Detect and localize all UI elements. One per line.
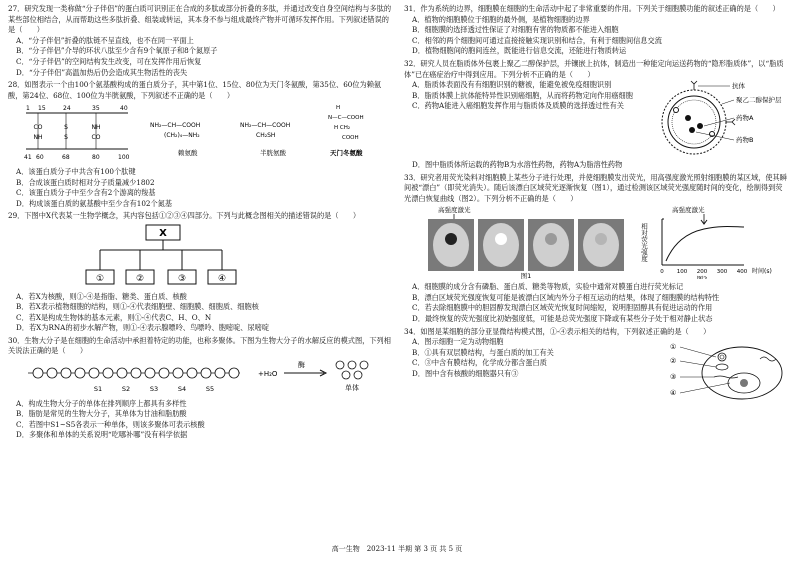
concept-child-2: ②: [135, 273, 145, 284]
aspartate-structure: [328, 105, 364, 157]
q30-stem: 30．生物大分子是在细胞的生命活动中承担着特定的功能，也称多聚体。下图为生物大分子的水解反应的模式图，下列相关说法正确的是（ ）: [8, 335, 391, 356]
svg-text:NH₂—CH—COOH: NH₂—CH—COOH: [240, 122, 291, 130]
chain-bottom-2: 60: [36, 154, 44, 162]
chain-bottom-3: 68: [62, 154, 70, 162]
liposome: [662, 81, 735, 154]
polymer-label-s2: S2: [121, 385, 131, 394]
q29-option-a: A．若X为核酸，则①-④是指脂、糖类、蛋白质、核酸: [16, 291, 187, 301]
q30-option-c: C．若图中S1~S5各表示一种单体，则该多聚体可表示核酸: [16, 419, 205, 429]
monomer-circles: [336, 361, 368, 379]
q34-option-d: D．图中含有核酸的细胞器只有③: [412, 368, 519, 378]
laser-label: 高强度激光: [438, 205, 471, 214]
svg-text:S: S: [64, 134, 68, 142]
fig1-panels: [428, 219, 624, 271]
q32-option-a: A．脂质体表面没有有细胞识别的糖被，能避免被免疫细胞识别: [412, 80, 612, 90]
concept-child-4: ④: [217, 273, 227, 284]
q28-stem: 28．如图表示一个由100个氨基酸构成的蛋白质分子，其中第1位、15位、80位为天门冬氨酸，第35位、60位为赖氨酸，第24位、68位、100位为半胱氨酸，下列叙述不正确的是（ ）: [8, 80, 382, 100]
fig2-xtick-300: 300: [716, 268, 728, 275]
svg-text:S: S: [64, 124, 68, 132]
polymer-label-s5: S5: [205, 385, 215, 394]
fig2-xtick-400: 400: [736, 268, 748, 275]
q30-polymer-figure: [8, 357, 392, 395]
cell-marker-1: ①: [670, 343, 677, 352]
fig2-xtick-100: 100: [676, 268, 688, 275]
q28-option-b: B．合成该蛋白质时相对分子质量减少1802: [16, 177, 155, 187]
monomer-label: 单体: [345, 384, 359, 393]
q30-option-b: B．脂肪是常见的生物大分子，其单体为甘油和脂肪酸: [16, 409, 187, 419]
fig2-ylabel: 相对荧光强度: [640, 222, 648, 262]
q27-stem: 27．研究发现一类称做“分子伴侣”的蛋白质可识别正在合成的多肽或部分折叠的多肽，并通过改变自身空间结构与多肽的某些部位相结合，从而帮助这些多肽折叠、组装或转运，其本身不参与组成最终产物并可循环发挥作用。下列叙述错误的是（ ）: [8, 4, 392, 35]
svg-text:(CH₂)₄—NH₂: (CH₂)₄—NH₂: [164, 132, 200, 140]
q34-stem: 34．如图是某细胞的部分亚显微结构模式图，①-④表示相关的结构，下列叙述正确的是（ ）: [404, 326, 711, 336]
chain-bottom-5: 100: [118, 154, 130, 162]
fig2-laser-label: 高强度激光: [672, 205, 705, 214]
chain-top-3: 24: [63, 105, 71, 113]
fig2-xtick-200: 200: [696, 268, 708, 275]
q27-option-a: A．“分子伴侣”折叠的肽链不呈直线，也不在同一平面上: [16, 35, 194, 45]
q29-option-b: B．若X表示植物细胞的结构，则①-④代表细胞壁、细胞膜、细胞质、细胞核: [16, 302, 259, 312]
q28-option-d: D．构成该蛋白质的氨基酸中至少含有102个氮基: [16, 198, 173, 208]
cell-marker-3: ③: [670, 373, 677, 382]
q34-option-b: B．①具有双层膜结构，与蛋白质的加工有关: [412, 347, 554, 357]
q29-option-d: D．若X为RNA的初步水解产物，则①-④表示腺嘌呤、鸟嘌呤、胞嘧啶、尿嘧啶: [16, 323, 270, 333]
cysteine-structure: [240, 122, 290, 157]
enzyme-label: 酶: [298, 361, 305, 370]
q33-figures: [404, 205, 788, 279]
chain-top-2: 15: [38, 105, 46, 113]
svg-text:CO: CO: [33, 124, 43, 132]
fig1-caption: 图1: [520, 271, 532, 279]
svg-text:H: H: [336, 105, 341, 112]
svg-text:NH: NH: [91, 124, 101, 132]
fig2-xtick-0: 0: [660, 268, 664, 275]
q33-option-c: C．若去除细胞膜中的胆固醇发现漂白区域荧光恢复时间缩短，说明胆固醇具有促进运动的作用: [412, 303, 713, 313]
q33-option-d: D．最终恢复的荧光强度比初始强度低，可能是总荧光强度下降或有某些分子处于相对静止状态: [412, 313, 713, 323]
q31-option-c: C．相邻的两个细胞间可通过直接接触实现识别和结合，有利于细胞间信息交流: [412, 35, 662, 45]
svg-text:H CH₂: H CH₂: [334, 125, 351, 132]
q32-option-b: B．脂质体膜上抗体能特异性识别癌细胞，从而将药物定向作用癌细胞: [412, 90, 633, 100]
q31-option-b: B．细胞膜的选择透过性保证了对细胞有害的物质都不能进入细胞: [412, 25, 619, 35]
q30-option-d: D．多聚体和单体的关系说明“吃哪补哪”没有科学依据: [16, 430, 188, 440]
concept-root-x: X: [159, 227, 167, 239]
chain-top-1: 1: [26, 105, 30, 113]
fig2-caption: 图2: [696, 274, 708, 279]
chain-top-4: 35: [92, 105, 100, 113]
q33-option-a: A．细胞膜的成分含有磷脂、蛋白质、糖类等物质，实验中通常对膜蛋白进行荧光标记: [412, 282, 684, 292]
concept-child-3: ③: [177, 273, 187, 284]
legend-drug-a: 药物A: [736, 114, 754, 123]
q32-options: [404, 80, 644, 160]
q34-option-c: C．③中含有膜结构，化学成分都含蛋白质: [412, 358, 547, 368]
cell-marker-4: ④: [670, 389, 677, 398]
q28-option-c: C．该蛋白质分子中至少含有2个游离的羧基: [16, 188, 156, 198]
fig2-xlabel: 时间(s): [752, 267, 772, 275]
q33-stem: 33．研究者用荧光染料对细胞膜上某些分子进行处理，并使细胞膜发出荧光，用高强度激光照射细胞膜的某区域，使其瞬间被“漂白”（即荧光消失）。随后该漂白区域荧光逐渐恢复（图1），通过检测该区域荧光强度随时间的变化，绘制得到荧光漂白恢复曲线（图2）。下列分析不正确的是（ ）: [404, 172, 787, 203]
q28-figure: [8, 101, 392, 163]
chain-top-5: 40: [120, 105, 128, 113]
fig2-chart: [640, 205, 772, 279]
q33-option-b: B．漂白区域荧光强度恢复可能是被漂白区域内外分子相互运动的结果，体现了细胞膜的结构特性: [412, 292, 720, 302]
q34-option-a: A．图示细胞一定为动物细胞: [412, 337, 504, 347]
chain-bottom-4: 80: [92, 154, 100, 162]
legend-peg: 聚乙二醇保护层: [736, 96, 782, 105]
q27-option-d: D．“分子伴侣”高温加热后仍会造成其生物活性的丧失: [16, 67, 188, 77]
peptide-chain: [24, 105, 130, 161]
q31-option-d: D．植物细胞间的胞间连丝，既能进行信息交流，还能进行物质转运: [412, 46, 627, 56]
right-column: [404, 4, 788, 401]
chain-bottom-1: 41: [24, 154, 32, 162]
q29-concept-map: [8, 222, 392, 288]
legend-drug-b: 药物B: [736, 136, 754, 145]
concept-child-1: ①: [95, 273, 105, 284]
q32-block: [404, 80, 788, 160]
svg-text:NH₂—CH—COOH: NH₂—CH—COOH: [150, 122, 201, 130]
q28-option-a: A．该蛋白质分子中共含有100个肽键: [16, 166, 136, 176]
q32-option-c: C．药物A能进入癌细胞发挥作用与脂质体及质膜的选择透过性有关: [412, 101, 624, 111]
q34-block: [404, 337, 788, 401]
svg-text:N—C—COOH: N—C—COOH: [328, 115, 364, 122]
water-label: +H₂O: [258, 370, 278, 379]
lysine-structure: [150, 122, 200, 157]
q27-option-b: B．“分子伴侣”介导的环状八肽至少含有9个氧原子和8个氮原子: [16, 46, 218, 56]
cysteine-label: 半胱氨酸: [260, 149, 286, 158]
cell-marker-2: ②: [670, 357, 677, 366]
q27-option-c: C．“分子伴侣”的空间结构发生改变，可在发挥作用后恢复: [16, 56, 202, 66]
polymer-label-s3: S3: [149, 385, 159, 394]
aspartate-label: 天门冬氨酸: [330, 149, 363, 158]
svg-text:NH: NH: [33, 134, 43, 142]
q31-stem: 31．作为系统的边界，细胞膜在细胞的生命活动中起了非常重要的作用。下列关于细胞膜功能的叙述正确的是（ ）: [404, 4, 780, 13]
polymer-label-s1: S1: [93, 385, 103, 394]
q34-cell-figure: [660, 337, 788, 401]
q32-stem: 32．研究人员在脂质体外包裹上聚乙二醇保护层，并镶嵌上抗体，制造出一种能定向运送药物的“隐形脂质体”，以“脂质体”已在癌症治疗中得到应用。下列分析不正确的是（ ）: [404, 58, 784, 79]
polymer-label-s4: S4: [177, 385, 187, 394]
left-column: [8, 4, 392, 441]
svg-text:CH₂SH: CH₂SH: [256, 132, 276, 140]
lysine-label: 赖氨酸: [178, 149, 198, 158]
q29-stem: 29．下图中X代表某一生物学概念，其内容包括①②③④四部分。下列与此概念图相关的描述错误的是（ ）: [8, 211, 361, 221]
q29-option-c: C．若X是构成生物体的基本元素，则①-④代表C、H、O、N: [16, 312, 212, 322]
q32-option-d: D．图中脂质体所运载的药物B为水溶性药物，药物A为脂溶性药物: [412, 160, 623, 170]
legend-antibody: 抗体: [732, 82, 745, 91]
q34-options: [404, 337, 660, 401]
page-footer: 高一生物 2023-11 半期 第 3 页 共 5 页: [331, 545, 463, 553]
svg-text:COOH: COOH: [342, 135, 359, 142]
q31-option-a: A．植物的细胞膜位于细胞的最外侧，是植物细胞的边界: [412, 14, 590, 24]
q30-option-a: A．构成生物大分子的单体在排列顺序上都具有多样性: [16, 398, 187, 408]
q32-liposome-figure: [644, 80, 788, 160]
svg-text:CO: CO: [91, 134, 101, 142]
